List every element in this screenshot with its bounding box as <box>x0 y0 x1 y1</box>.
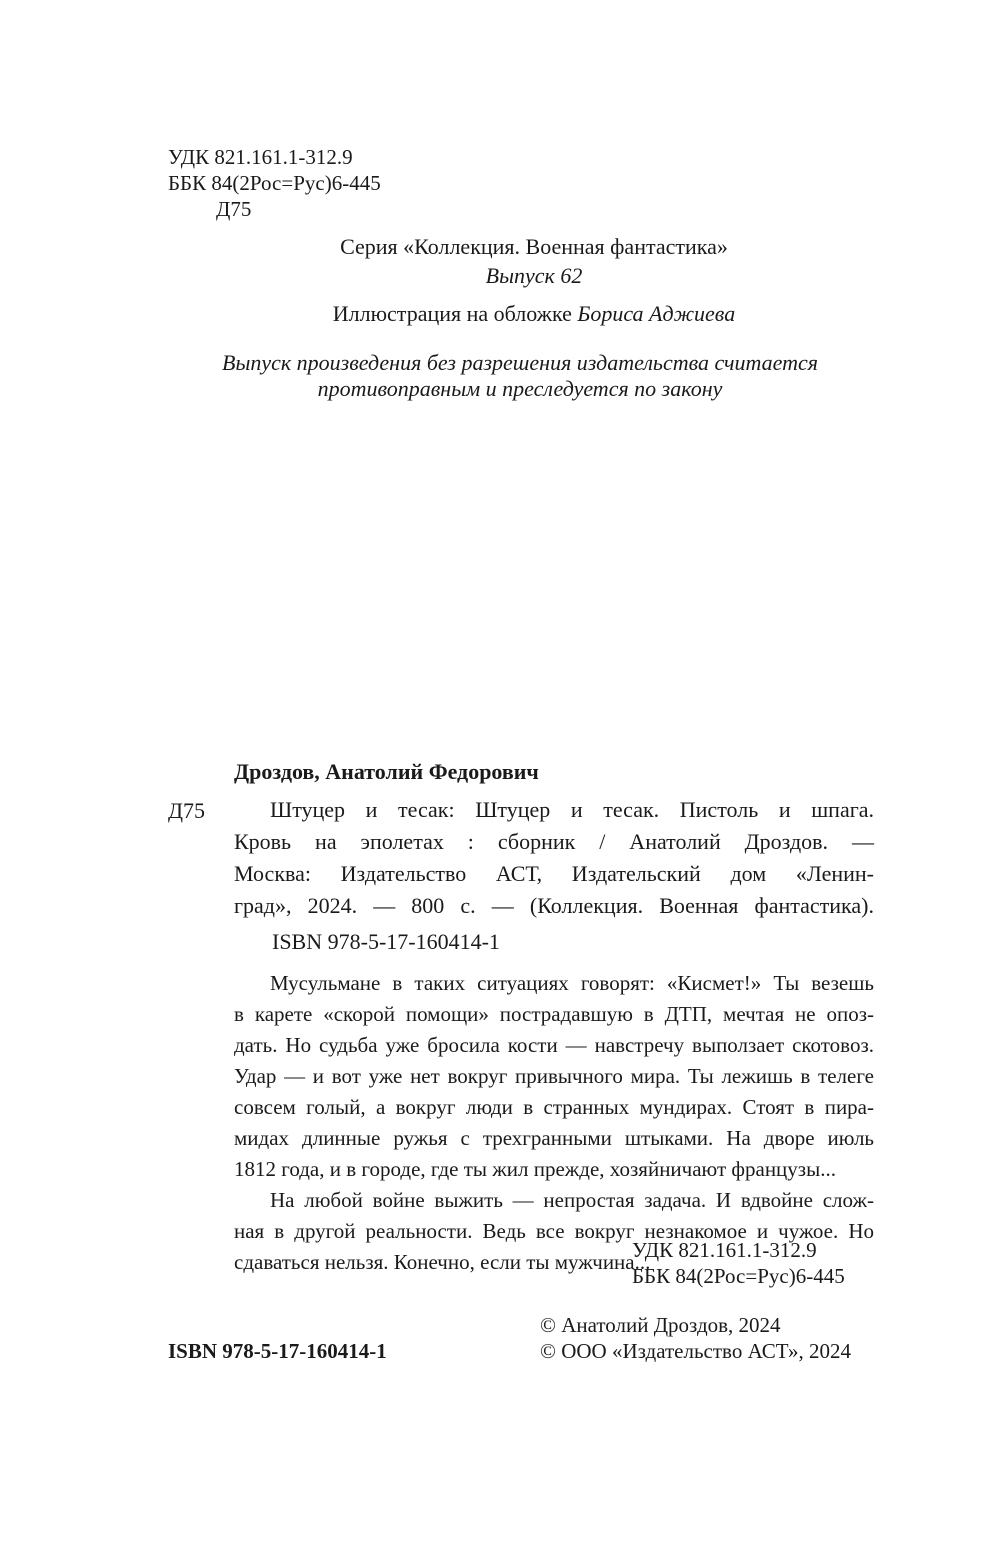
annotation-line: совсем голый, а вокруг люди в странных мундирах. Стоят в пира- <box>234 1095 874 1119</box>
series-issue: Выпуск 62 <box>485 263 583 288</box>
annotation-line: в карете «скорой помощи» пострадавшую в ДТП, мечтая не опоз- <box>234 1002 874 1026</box>
annotation-line: Удар — и вот уже нет вокруг привычного мира. Ты лежишь в телеге <box>234 1064 874 1088</box>
annotation-line: ная в другой реальности. Ведь все вокруг незнакомое и чужое. Но <box>234 1219 874 1243</box>
bbk-code-bottom: ББК 84(2Рос=Рус)6-445 <box>632 1264 845 1288</box>
footer-isbn: ISBN 978-5-17-160414-1 <box>168 1339 387 1363</box>
copyright-publisher: © ООО «Издательство АСТ», 2024 <box>540 1339 851 1363</box>
description-line: Москва: Издательство АСТ, Издательский дом «Ленин- <box>234 861 874 886</box>
description-line: град», 2024. — 800 с. — (Коллекция. Военная фантастика). <box>234 893 874 918</box>
annotation-line: 1812 года, и в городе, где ты жил прежде, хозяйничают французы... <box>234 1157 836 1181</box>
annotation-line: На любой войне выжить — непростая задача. И вдвойне слож- <box>270 1188 874 1212</box>
description-line: Штуцер и тесак: Штуцер и тесак. Пистоль и шпага. <box>270 797 874 822</box>
annotation-line: сдаваться нельзя. Конечно, если ты мужчина... <box>234 1250 651 1274</box>
annotation-line: мидах длинные ружья с трехгранными штыками. На дворе июль <box>234 1126 874 1150</box>
catalog-description <box>234 794 874 922</box>
description-line: Кровь на эполетах : сборник / Анатолий Дроздов. — <box>234 829 874 854</box>
annotation-line: Мусульмане в таких ситуациях говорят: «Кисмет!» Ты везешь <box>270 971 874 995</box>
udk-code-top: УДК 821.161.1-312.9 <box>168 145 353 169</box>
illustration-credit <box>234 300 834 328</box>
annotation <box>234 968 874 1278</box>
annotation-line: дать. Но судьба уже бросила кости — навстречу выползает скотовоз. <box>234 1033 874 1057</box>
bbk-code-top: ББК 84(2Рос=Рус)6-445 <box>168 171 381 195</box>
illustration-artist: Бориса Аджиева <box>577 301 736 326</box>
catalog-isbn: ISBN 978-5-17-160414-1 <box>272 929 500 954</box>
catalog-author-heading: Дроздов, Анатолий Федорович <box>234 759 539 784</box>
copyright-warning-line2: противоправным и преследуется по закону <box>317 376 723 401</box>
illustration-prefix: Иллюстрация на обложке <box>332 301 578 326</box>
copyright-warning-line1: Выпуск произведения без разрешения издательства считается <box>222 350 818 375</box>
catalog-mark: Д75 <box>168 798 206 823</box>
author-mark-top: Д75 <box>216 197 252 221</box>
copyright-author: © Анатолий Дроздов, 2024 <box>540 1313 781 1337</box>
udk-code-bottom: УДК 821.161.1-312.9 <box>632 1238 817 1262</box>
series-label: Серия «Коллекция. Военная фантастика» <box>340 234 728 259</box>
